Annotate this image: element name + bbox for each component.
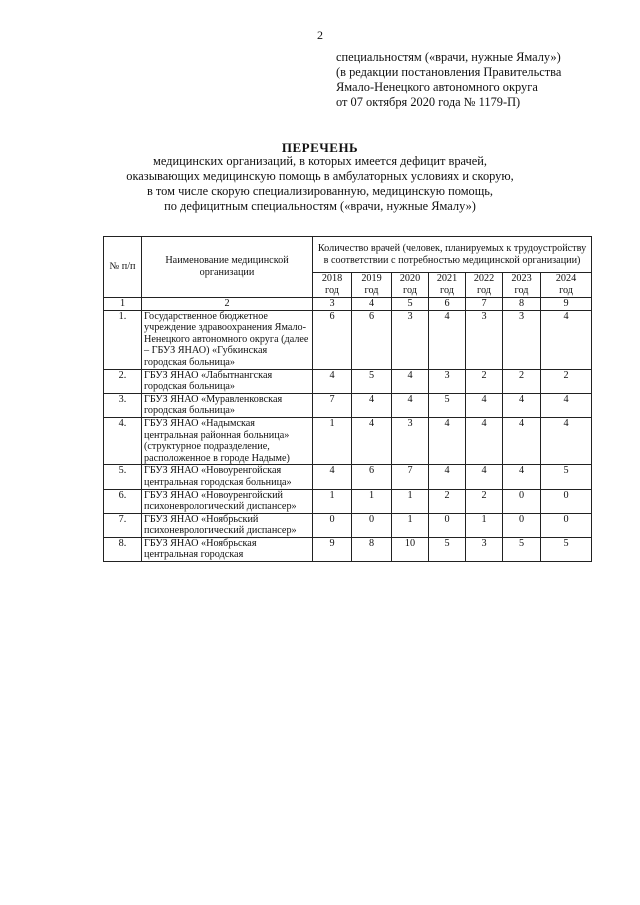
doctor-count-cell: 4 — [503, 417, 541, 464]
doctor-count-cell: 3 — [392, 417, 429, 464]
doctor-count-cell: 5 — [541, 537, 592, 561]
organization-name: ГБУЗ ЯНАО «Лабытнангская городская больница» — [142, 369, 313, 393]
row-number: 6. — [104, 489, 142, 513]
year-value: 2021 — [436, 273, 458, 285]
doctor-count-cell: 2 — [466, 489, 503, 513]
doctor-count-cell: 3 — [429, 369, 466, 393]
doctor-count-cell: 4 — [541, 417, 592, 464]
deficit-table — [103, 236, 592, 562]
doctor-count-cell: 3 — [392, 310, 429, 369]
doctor-count-cell: 3 — [466, 537, 503, 561]
page-number: 2 — [317, 28, 323, 42]
doctor-count-cell: 4 — [392, 369, 429, 393]
row-number: 3. — [104, 393, 142, 417]
document-subtitle — [0, 154, 640, 214]
doctor-count-cell: 2 — [503, 369, 541, 393]
doctor-count-cell: 4 — [466, 465, 503, 489]
doctor-count-cell: 5 — [429, 393, 466, 417]
column-number-cell: 8 — [503, 298, 541, 311]
doctor-count-cell: 4 — [466, 417, 503, 464]
subtitle-line: медицинских организаций, в которых имеется дефицит врачей, — [152, 154, 488, 168]
subtitle-line: оказывающих медицинскую помощь в амбулаторных условиях и скорую, — [126, 169, 514, 183]
doctor-count-cell: 1 — [392, 489, 429, 513]
year-header — [352, 273, 392, 298]
doctor-count-cell: 7 — [313, 393, 352, 417]
doctor-count-cell: 10 — [392, 537, 429, 561]
organization-name: ГБУЗ ЯНАО «Муравленковская городская больница» — [142, 393, 313, 417]
doctor-count-cell: 4 — [313, 465, 352, 489]
row-number: 1. — [104, 310, 142, 369]
row-number: 5. — [104, 465, 142, 489]
doctor-count-cell: 4 — [352, 417, 392, 464]
organization-name: ГБУЗ ЯНАО «Ноябрьская центральная городская — [142, 537, 313, 561]
column-number-cell: 4 — [352, 298, 392, 311]
table-row — [104, 489, 592, 513]
column-number-cell: 3 — [313, 298, 352, 311]
doctor-count-cell: 5 — [503, 537, 541, 561]
doctor-count-cell: 4 — [503, 465, 541, 489]
table-row — [104, 537, 592, 561]
doctor-count-cell: 9 — [313, 537, 352, 561]
doctor-count-cell: 0 — [429, 513, 466, 537]
doctor-count-cell: 1 — [352, 489, 392, 513]
doctor-count-cell: 8 — [352, 537, 392, 561]
doctor-count-cell: 6 — [352, 310, 392, 369]
doctor-count-cell: 0 — [541, 489, 592, 513]
doctor-count-cell: 4 — [313, 369, 352, 393]
doctor-count-cell: 3 — [503, 310, 541, 369]
doctor-count-cell: 2 — [429, 489, 466, 513]
table-row — [104, 369, 592, 393]
table-row — [104, 417, 592, 464]
header-note-line: Ямало-Ненецкого автономного округа — [336, 80, 538, 94]
year-value: 2019 — [361, 273, 382, 285]
doctor-count-cell: 6 — [352, 465, 392, 489]
year-value: 2024 — [555, 273, 577, 285]
doctor-count-cell: 4 — [541, 393, 592, 417]
column-number-cell: 2 — [142, 298, 313, 311]
header-note-line: специальностям («врачи, нужные Ямалу») — [336, 50, 561, 64]
doctor-count-cell: 6 — [313, 310, 352, 369]
year-value: 2020 — [399, 273, 421, 285]
year-header — [313, 273, 352, 298]
organization-name: ГБУЗ ЯНАО «Ноябрьский психоневрологический диспансер» — [142, 513, 313, 537]
doctor-count-cell: 1 — [313, 489, 352, 513]
year-unit: год — [403, 285, 417, 296]
doctor-count-cell: 4 — [503, 393, 541, 417]
organization-name: ГБУЗ ЯНАО «Новоуренгойский психоневрологический диспансер» — [142, 489, 313, 513]
column-header-doctor-count: Количество врачей (человек, планируемых к трудоустройству в соответствии с потребностью медицинской организации) — [313, 237, 592, 273]
doctor-count-cell: 2 — [541, 369, 592, 393]
doctor-count-cell: 4 — [429, 417, 466, 464]
row-number: 7. — [104, 513, 142, 537]
doctor-count-cell: 5 — [352, 369, 392, 393]
year-header — [429, 273, 466, 298]
document-title: ПЕРЕЧЕНЬ — [281, 140, 359, 155]
header-note-line: от 07 октября 2020 года № 1179-П) — [336, 95, 521, 109]
column-number-cell: 7 — [466, 298, 503, 311]
year-unit: год — [440, 285, 454, 296]
column-number-cell: 1 — [104, 298, 142, 311]
subtitle-line: по дефицитным специальностям («врачи, нужные Ямалу») — [164, 199, 476, 213]
organization-name: ГБУЗ ЯНАО «Надымская центральная районная больница» (структурное подразделение, расположенное в городе Надыме) — [142, 417, 313, 464]
doctor-count-cell: 5 — [429, 537, 466, 561]
year-unit: год — [559, 285, 573, 296]
doctor-count-cell: 4 — [429, 310, 466, 369]
column-header-number: № п/п — [104, 237, 142, 298]
doctor-count-cell: 0 — [503, 513, 541, 537]
doctor-count-cell: 1 — [392, 513, 429, 537]
year-header — [541, 273, 592, 298]
doctor-count-cell: 1 — [313, 417, 352, 464]
doctor-count-cell: 7 — [392, 465, 429, 489]
subtitle-line: в том числе скорую специализированную, медицинскую помощь, — [146, 184, 494, 198]
doctor-count-cell: 4 — [541, 310, 592, 369]
row-number: 2. — [104, 369, 142, 393]
year-unit: год — [364, 285, 379, 296]
column-header-name: Наименование медицинской организации — [142, 237, 313, 298]
organization-name: ГБУЗ ЯНАО «Новоуренгойская центральная городская больница» — [142, 465, 313, 489]
table-row — [104, 513, 592, 537]
doctor-count-cell: 1 — [466, 513, 503, 537]
year-header — [392, 273, 429, 298]
year-unit: год — [325, 285, 339, 296]
table-row — [104, 393, 592, 417]
doctor-count-cell: 3 — [466, 310, 503, 369]
year-value: 2018 — [321, 273, 343, 285]
column-number-cell: 6 — [429, 298, 466, 311]
row-number: 4. — [104, 417, 142, 464]
doctor-count-cell: 5 — [541, 465, 592, 489]
year-value: 2022 — [473, 273, 495, 285]
year-unit: год — [514, 285, 529, 296]
table-row — [104, 310, 592, 369]
year-header — [503, 273, 541, 298]
doctor-count-cell: 4 — [429, 465, 466, 489]
doctor-count-cell: 0 — [503, 489, 541, 513]
table-row — [104, 465, 592, 489]
year-unit: год — [477, 285, 491, 296]
doctor-count-cell: 4 — [466, 393, 503, 417]
column-number-row — [104, 298, 592, 311]
row-number: 8. — [104, 537, 142, 561]
doctor-count-cell: 0 — [541, 513, 592, 537]
doctor-count-cell: 2 — [466, 369, 503, 393]
year-header — [466, 273, 503, 298]
doctor-count-cell: 0 — [313, 513, 352, 537]
column-number-cell: 5 — [392, 298, 429, 311]
doctor-count-cell: 4 — [392, 393, 429, 417]
header-note — [336, 50, 626, 110]
doctor-count-cell: 0 — [352, 513, 392, 537]
doctor-count-cell: 4 — [352, 393, 392, 417]
organization-name: Государственное бюджетное учреждение здравоохранения Ямало-Ненецкого автономного округа (далее – ГБУЗ ЯНАО) «Губкинская городская больница» — [142, 310, 313, 369]
column-number-cell: 9 — [541, 298, 592, 311]
header-note-line: (в редакции постановления Правительства — [336, 65, 562, 79]
year-value: 2023 — [511, 273, 532, 285]
